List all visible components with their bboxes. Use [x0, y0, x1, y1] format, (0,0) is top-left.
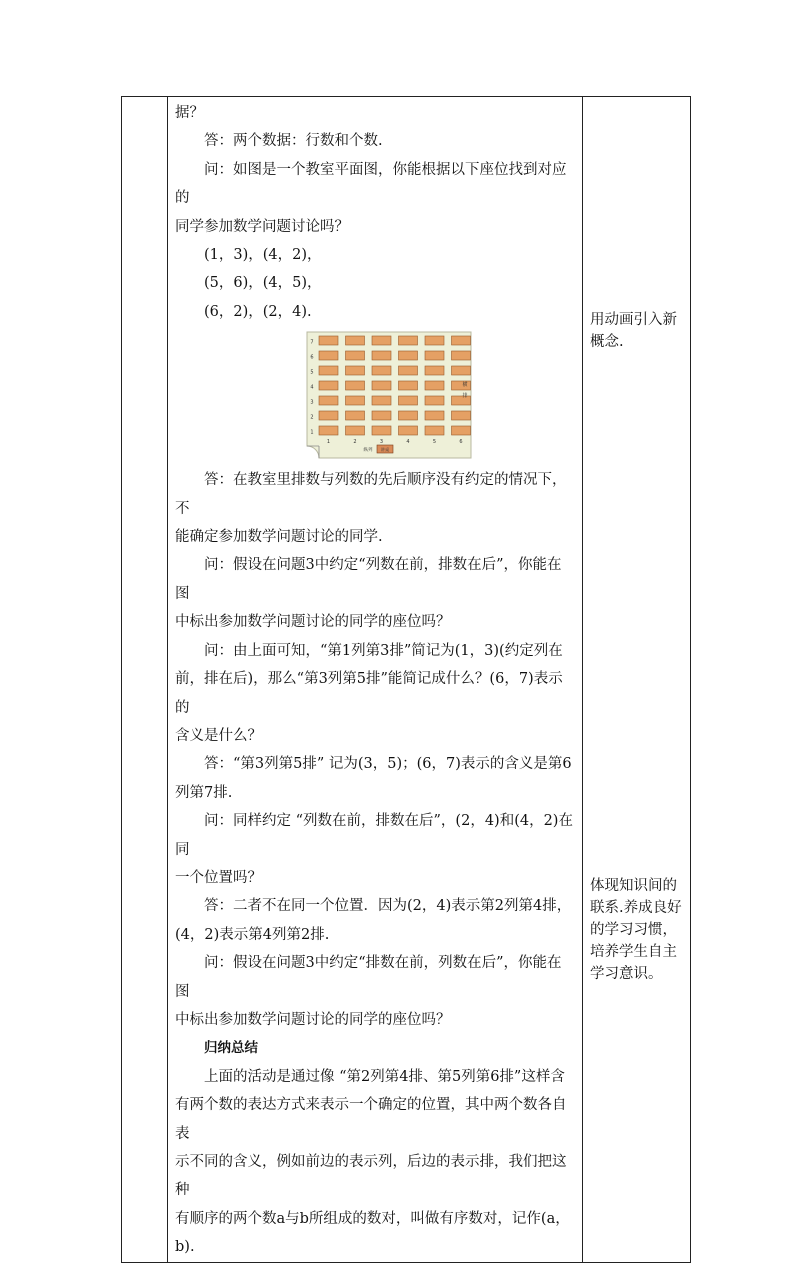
column-label: 1: [326, 439, 331, 446]
desk: [346, 381, 365, 390]
desk: [399, 396, 418, 405]
desk: [452, 396, 471, 405]
coordinate-pairs: (5，6)，(4，5)，: [204, 275, 322, 292]
lesson-table: [121, 96, 691, 1263]
desk: [346, 396, 365, 405]
desk: [319, 381, 338, 390]
coordinate-pairs: (1，3)，(4，2)，: [204, 247, 322, 264]
desk: [399, 411, 418, 420]
desk: [425, 426, 444, 435]
text-line: 含义是什么？: [175, 727, 262, 744]
desk: [452, 426, 471, 435]
row-label: 5: [310, 369, 314, 376]
text-line: (4，2)表示第4列第2排.: [175, 926, 330, 943]
row-label: 3: [310, 399, 314, 406]
classroom-figure: [175, 330, 574, 464]
column-label: 4: [406, 439, 410, 446]
summary-title: 归纳总结: [204, 1040, 258, 1057]
desk: [346, 351, 365, 360]
note-line: 的学习习惯，: [590, 922, 677, 938]
content-cell: [168, 97, 583, 1263]
text-line: 同学参加数学问题讨论吗？: [175, 218, 349, 235]
text-line: 问：如图是一个教室平面图，你能根据以下座位找到对应的: [175, 161, 567, 207]
desk: [319, 336, 338, 345]
desk: [346, 336, 365, 345]
note-line: 联系.养成良好: [590, 900, 682, 916]
row-axis-label: 横: [462, 382, 468, 389]
column-label: 2: [353, 439, 357, 446]
desk: [399, 381, 418, 390]
row-label: 1: [310, 429, 314, 436]
row-label: 2: [310, 414, 314, 421]
desk: [452, 366, 471, 375]
desk: [452, 336, 471, 345]
desk: [372, 351, 391, 360]
note-line: 培养学生自主: [590, 944, 677, 960]
text-line: 一个位置吗？: [175, 869, 262, 886]
desk: [399, 336, 418, 345]
column-axis-label: 纵列: [363, 448, 373, 454]
classroom-plan: [305, 330, 473, 460]
desk: [452, 411, 471, 420]
text-line: 据？: [175, 105, 204, 121]
text-line: 有顺序的两个数a与b所组成的数对，叫做有序数对，记作(a，: [175, 1210, 570, 1227]
row-axis-label: 排: [462, 393, 468, 400]
text-line: 问：同样约定 “列数在前，排数在后”，(2，4)和(4，2)在同: [175, 813, 573, 858]
desk: [399, 426, 418, 435]
left-margin-cell: [122, 97, 168, 1263]
desk: [372, 336, 391, 345]
text-line: 答：“第3列第5排” 记为(3，5)；(6，7)表示的含义是第6: [204, 756, 572, 773]
text-line: 中标出参加数学问题讨论的同学的座位吗？: [175, 614, 451, 631]
row-label: 6: [310, 354, 314, 361]
text-line: 答：两个数据：行数和个数.: [204, 133, 383, 150]
desk: [346, 411, 365, 420]
text-line: 答：二者不在同一个位置．因为(2，4)表示第2列第4排，: [204, 898, 572, 915]
text-line: 答：在教室里排数与列数的先后顺序没有约定的情况下，不: [175, 472, 567, 517]
podium-label: 讲桌: [380, 447, 390, 453]
text-line: 能确定参加数学问题讨论的同学.: [175, 529, 383, 546]
desk: [425, 381, 444, 390]
text-line: 问：假设在问题3中约定“列数在前，排数在后”，你能在图: [175, 557, 562, 602]
coordinate-pairs: (6，2)，(2，4).: [204, 303, 312, 320]
desk: [346, 426, 365, 435]
desk: [399, 351, 418, 360]
desk: [372, 366, 391, 375]
desk: [425, 396, 444, 405]
row-label: 4: [310, 384, 314, 391]
design-note-2: [590, 875, 688, 985]
desk: [372, 381, 391, 390]
design-note-1: 用动画引入新概念.: [590, 312, 677, 350]
desk: [425, 366, 444, 375]
text-line: 示不同的含义，例如前边的表示列，后边的表示排，我们把这种: [175, 1154, 567, 1199]
desk: [452, 381, 471, 390]
desk: [346, 366, 365, 375]
desk: [319, 426, 338, 435]
text-line: b).: [175, 1239, 195, 1256]
desk: [372, 426, 391, 435]
note-line: 学习意识。: [590, 966, 663, 982]
desk: [425, 336, 444, 345]
desk: [319, 411, 338, 420]
desk: [319, 366, 338, 375]
text-line: 上面的活动是通过像 “第2列第4排、第5列第6排”这样含: [204, 1068, 565, 1085]
desk: [399, 366, 418, 375]
column-label: 6: [459, 439, 463, 446]
text-line: 前，排在后)，那么“第3列第5排”能简记成什么？(6，7)表示的: [175, 671, 563, 716]
text-line: 列第7排.: [175, 784, 233, 801]
text-line: 问：由上面可知，“第1列第3排”简记为(1，3)(约定列在: [204, 642, 563, 659]
desk: [372, 411, 391, 420]
desk: [452, 351, 471, 360]
lesson-content: [168, 97, 582, 1262]
notes-cell: [583, 97, 691, 1263]
desk: [319, 396, 338, 405]
row-label: 7: [310, 339, 314, 346]
desk: [425, 411, 444, 420]
text-line: 问：假设在问题3中约定“排数在前，列数在后”，你能在图: [175, 955, 562, 1000]
note-line: 体现知识间的: [590, 878, 677, 894]
desk: [425, 351, 444, 360]
column-label: 5: [432, 439, 437, 446]
text-line: 中标出参加数学问题讨论的同学的座位吗？: [175, 1011, 451, 1028]
text-line: 有两个数的表达方式来表示一个确定的位置，其中两个数各自表: [175, 1097, 567, 1142]
column-label: 3: [379, 439, 384, 446]
desk: [319, 351, 338, 360]
desk: [372, 396, 391, 405]
